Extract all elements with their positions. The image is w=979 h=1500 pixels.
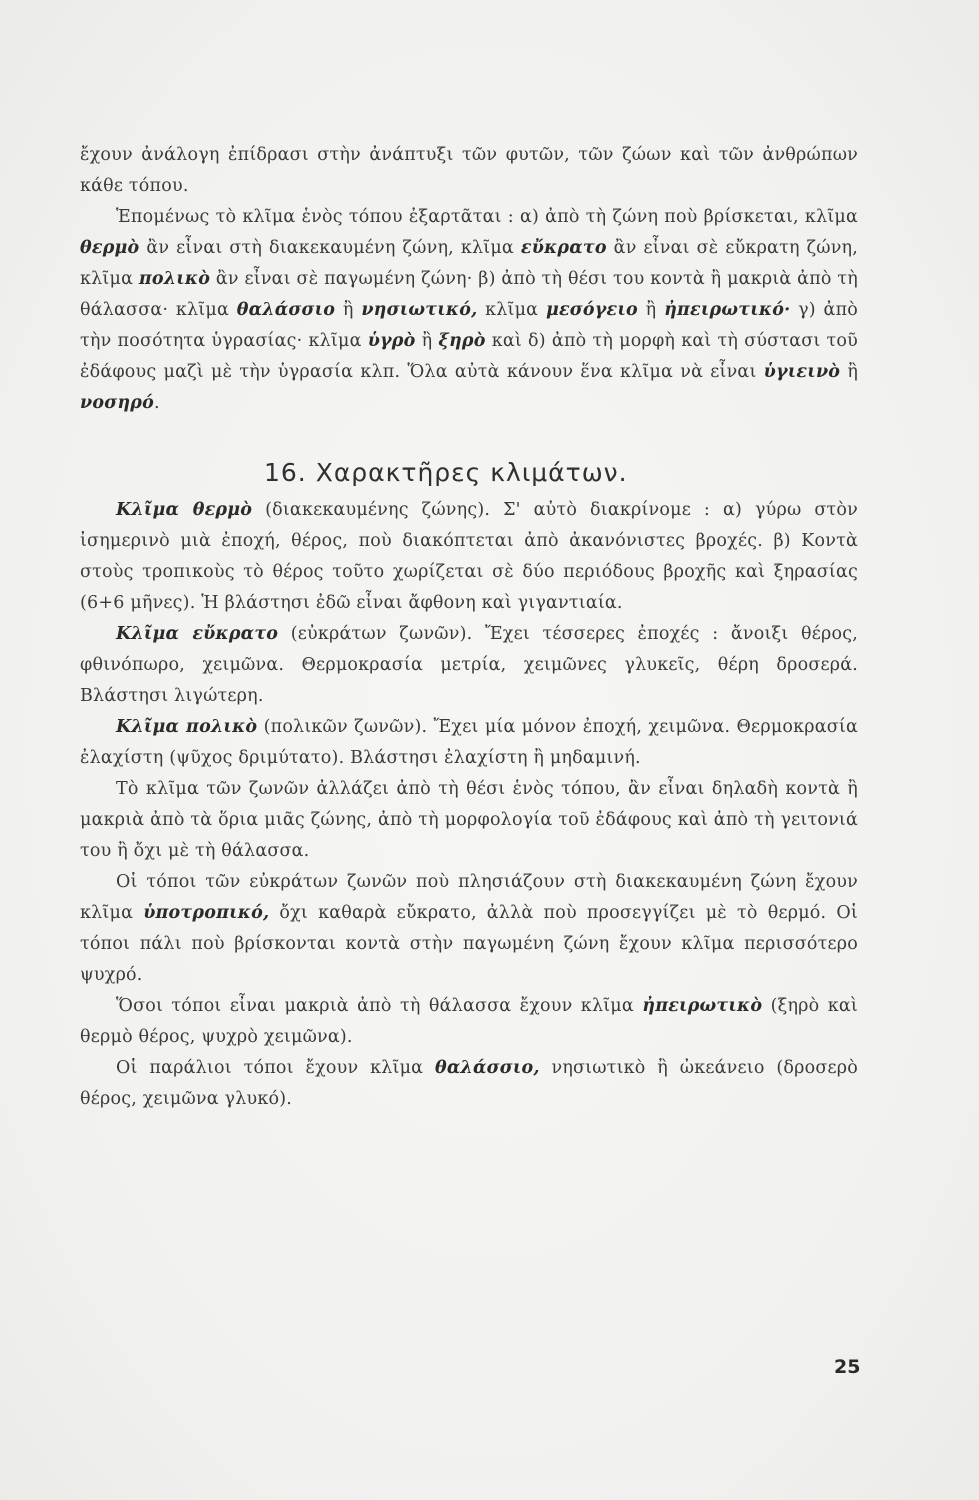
paragraph-hot-climate: Κλῖμα θερμὸ (διακεκαυμένης ζώνης). Σ' αὐτὸ διακρίνομε : α) γύρω στὸν ἰσημερινὸ μιὰ ἐποχή, θέρος, ποὺ διακόπτεται ἀπὸ ἀκανόνιστες βροχές. β) Κοντὰ στοὺς τροπικοὺς τὸ θέρος τοῦτο χωρίζεται σὲ δύο περιόδους βροχῆς καὶ ξηρασίας (6+6 μῆνες). Ἡ βλάστησι ἐδῶ εἶναι ἄφθονη καὶ γιγαντιαία. bbox=[80, 500, 858, 613]
term-polar-climate: Κλῖμα πολικὸ bbox=[116, 717, 258, 737]
paragraph-continuation: ἔχουν ἀνάλογη ἐπίδρασι στὴν ἀνάπτυξι τῶν φυτῶν, τῶν ζώων καὶ τῶν ἀνθρώπων κάθε τόπου. bbox=[80, 145, 858, 196]
climate-types-text-block bbox=[80, 495, 858, 1115]
paragraph-polar-climate: Κλῖμα πολικὸ (πολικῶν ζωνῶν). Ἔχει μία μόνον ἐποχή, χειμῶνα. Θερμοκρασία ἐλαχίστη (ψῦχος δριμύτατο). Βλάστησι ἐλαχίστη ἢ μηδαμινή. bbox=[80, 717, 858, 768]
term-continental-climate: ἠπειρωτικὸ bbox=[642, 996, 763, 1016]
paragraph-zone-variation: Τὸ κλῖμα τῶν ζωνῶν ἀλλάζει ἀπὸ τὴ θέσι ἑνὸς τόπου, ἂν εἶναι δηλαδὴ κοντὰ ἢ μακριὰ ἀπὸ τὰ ὅρια μιᾶς ζώνης, ἀπὸ τὴ μορφολογία τοῦ ἐδάφους καὶ ἀπὸ τὴ γειτονιά του ἢ ὄχι μὲ τὴ θάλασσα. bbox=[80, 779, 858, 861]
term-insular: νησιωτικό, bbox=[361, 300, 478, 320]
section-heading: 16. Χαρακτῆρες κλιμάτων. bbox=[264, 458, 628, 487]
term-humid: ὑγρὸ bbox=[367, 331, 416, 351]
term-polar: πολικὸ bbox=[138, 269, 211, 289]
term-subtropical: ὑποτροπικό, bbox=[143, 903, 270, 923]
term-continental: ἠπειρωτικό· bbox=[664, 300, 791, 320]
term-healthy: ὑγιεινὸ bbox=[763, 362, 841, 382]
term-dry: ξηρὸ bbox=[438, 331, 486, 351]
term-temperate: εὔκρατο bbox=[520, 238, 607, 258]
paragraph-temperate-climate: Κλῖμα εὔκρατο (εὐκράτων ζωνῶν). Ἔχει τέσσερες ἐποχές : ἄνοιξι θέρος, φθινόπωρο, χειμῶνα. Θερμοκρασία μετρία, χειμῶνες γλυκεῖς, θέρη δροσερά. Βλάστησι λιγώτερη. bbox=[80, 624, 858, 706]
paragraph-continental: Ὅσοι τόποι εἶναι μακριὰ ἀπὸ τὴ θάλασσα ἔχουν κλῖμα ἠπειρωτικὸ (ξηρὸ καὶ θερμὸ θέρος, ψυχρὸ χειμῶνα). bbox=[80, 996, 858, 1047]
paragraph-coastal: Οἱ παράλιοι τόποι ἔχουν κλῖμα θαλάσσιο, νησιωτικὸ ἢ ὠκεάνειο (δροσερὸ θέρος, χειμῶνα γλυκό). bbox=[80, 1058, 858, 1109]
term-hot: θερμὸ bbox=[80, 238, 140, 258]
term-hot-climate: Κλῖμα θερμὸ bbox=[116, 500, 253, 520]
paragraph-climate-factors: Ἑπομένως τὸ κλῖμα ἑνὸς τόπου ἐξαρτᾶται : α) ἀπὸ τὴ ζώνη ποὺ βρίσκεται, κλῖμα θερμὸ ἂν εἶναι στὴ διακεκαυμένη ζώνη, κλῖμα εὔκρατο ἂν εἶναι σὲ εὔκρατη ζώνη, κλῖμα πολικὸ ἂν εἶναι σὲ παγωμένη ζώνη· β) ἀπὸ τὴ θέσι του κοντὰ ἢ μακριὰ ἀπὸ τὴ θάλασσα· κλῖμα θαλάσσιο ἢ νησιωτικό, κλῖμα μεσόγειο ἢ ἠπειρωτικό· γ) ἀπὸ τὴν ποσότητα ὑγρασίας· κλῖμα ὑγρὸ ἢ ξηρὸ καὶ δ) ἀπὸ τὴ μορφὴ καὶ τὴ σύστασι τοῦ ἐδάφους μαζὶ μὲ τὴν ὑγρασία κλπ. Ὅλα αὐτὰ κάνουν ἕνα κλῖμα νὰ εἶναι ὑγιεινὸ ἢ νοσηρό. bbox=[80, 207, 859, 413]
paragraph-subtropical: Οἱ τόποι τῶν εὐκράτων ζωνῶν ποὺ πλησιάζουν στὴ διακεκαυμένη ζώνη ἔχουν κλῖμα ὑποτροπικό, ὄχι καθαρὰ εὔκρατο, ἀλλὰ ποὺ προσεγγίζει μὲ τὸ θερμό. Οἱ τόποι πάλι ποὺ βρίσκονται κοντὰ στὴν παγωμένη ζώνη ἔχουν κλῖμα περισσότερο ψυχρό. bbox=[80, 872, 858, 985]
term-unhealthy: νοσηρό bbox=[80, 393, 154, 413]
intro-text-block bbox=[80, 140, 858, 419]
term-inland: μεσόγειο bbox=[545, 300, 638, 320]
term-temperate-climate: Κλῖμα εὔκρατο bbox=[116, 624, 279, 644]
page-number: 25 bbox=[834, 1356, 861, 1378]
term-maritime-climate: θαλάσσιο, bbox=[434, 1058, 540, 1078]
term-maritime: θαλάσσιο bbox=[236, 300, 336, 320]
